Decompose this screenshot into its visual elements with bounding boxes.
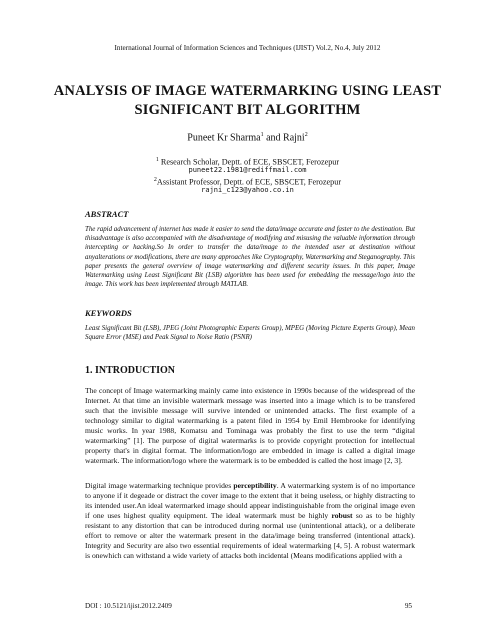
- intro-p2-bold-perceptibility: perceptibility: [233, 481, 277, 490]
- affiliation-1-sup: 1: [155, 157, 159, 163]
- introduction-heading: 1. INTRODUCTION: [85, 365, 176, 376]
- affiliation-2-sup: 2: [153, 177, 157, 183]
- intro-p2-part-c: . A watermarking system is of no importance to anyone if it degeade or distract the cover image to the extent that it being useless, or highly distracting to its intended user.An ideal watermarked image should appear indistinguishable from the original image even if one uses highest quality equipment. The ideal watermark must be highly: [85, 481, 415, 520]
- author-1-sup: 1: [260, 132, 264, 138]
- doi-footer: DOI : 10.5121/ijist.2012.2409: [85, 602, 172, 610]
- keywords-heading: KEYWORDS: [85, 308, 132, 318]
- intro-p2-part-e: so as to be highly resistant to any distortion that can be introduced during normal use (unintentional attack), or a deliberate effort to remove or alter the watermark present in the data/image being transferred (intentional attack). Integrity and Security are also two essential requirements of ideal watermarking [4, 5]. A robust watermark is onewhich can withstand a wide variety of attacks both incidental (Means modifications applied with a: [85, 511, 415, 560]
- intro-p2-part-a: Digital image watermarking technique provides: [85, 481, 234, 490]
- affiliation-1-text: Research Scholar, Deptt. of ECE, SBSCET, Ferozepur: [158, 157, 340, 167]
- affiliation-2-text: Assistant Professor, Deptt. of ECE, SBSCET, Ferozepur: [156, 177, 342, 187]
- paper-title: [40, 82, 455, 120]
- email-1[interactable]: puneet22.1981@rediffmail.com: [188, 166, 307, 174]
- abstract-heading: ABSTRACT: [85, 209, 129, 219]
- title-line-2: SIGNIFICANT BIT ALGORITHM: [134, 102, 361, 118]
- journal-header: International Journal of Information Sciences and Techniques (IJIST) Vol.2, No.4, July 2012: [114, 44, 381, 52]
- author-2: and Rajni: [263, 132, 305, 144]
- email-2[interactable]: rajni_c123@yahoo.co.in: [201, 186, 294, 194]
- author-line: [0, 132, 495, 143]
- intro-paragraph-2: [85, 481, 415, 561]
- page-number: 95: [404, 602, 412, 610]
- abstract-text: The rapid advancement of internet has made it easier to send the data/image accurate and faster to the destination. But thisadvantage is also accompanied with the disadvantage of modifying and misusing the valuable information through intercepting or hacking.So In order to transfer the data/image to the intended user at destination without anyalterations or modifications, there are many approaches like Cryptography, Watermarking and Steganography. This paper presents the general overview of image watermarking and different security issues. In this paper, Image Watermarking using Least Significant Bit (LSB) algorithm has been used for embedding the message/logo into the image. This work has been implemented through MATLAB.: [85, 226, 415, 289]
- keywords-text: Least Significant Bit (LSB), JPEG (Joint Photographic Experts Group), MPEG (Moving Picture Experts Group), Mean Square Error (MSE) and Peak Signal to Noise Ratio (PSNR): [85, 325, 415, 342]
- title-line-1: ANALYSIS OF IMAGE WATERMARKING USING LEAST: [53, 83, 442, 99]
- intro-p2-bold-robust: robust: [331, 511, 353, 520]
- author-2-sup: 2: [304, 132, 308, 138]
- intro-paragraph-1: The concept of Image watermarking mainly came into existence in 1990s because of the widespread of the Internet. At that time an invisible watermark message was inserted into a image which is to be transfered such that the invisible message will survive intended or unintended attacks. The first example of a technology similar to digital watermarking is a patent filed in 1954 by Emil Hembrooke for identifying music works. In year 1988, Komatsu and Tominaga was probably the first to use the term “digital watermarking” [1]. The purpose of digital watermarks is to provide copyright protection for intellectual property that's in digital format. The information/logo are embedded in image is called a digital image watermark. The information/logo where the watermark is to be embedded is called the host image [2, 3].: [85, 386, 415, 465]
- author-1: Puneet Kr Sharma: [187, 132, 261, 144]
